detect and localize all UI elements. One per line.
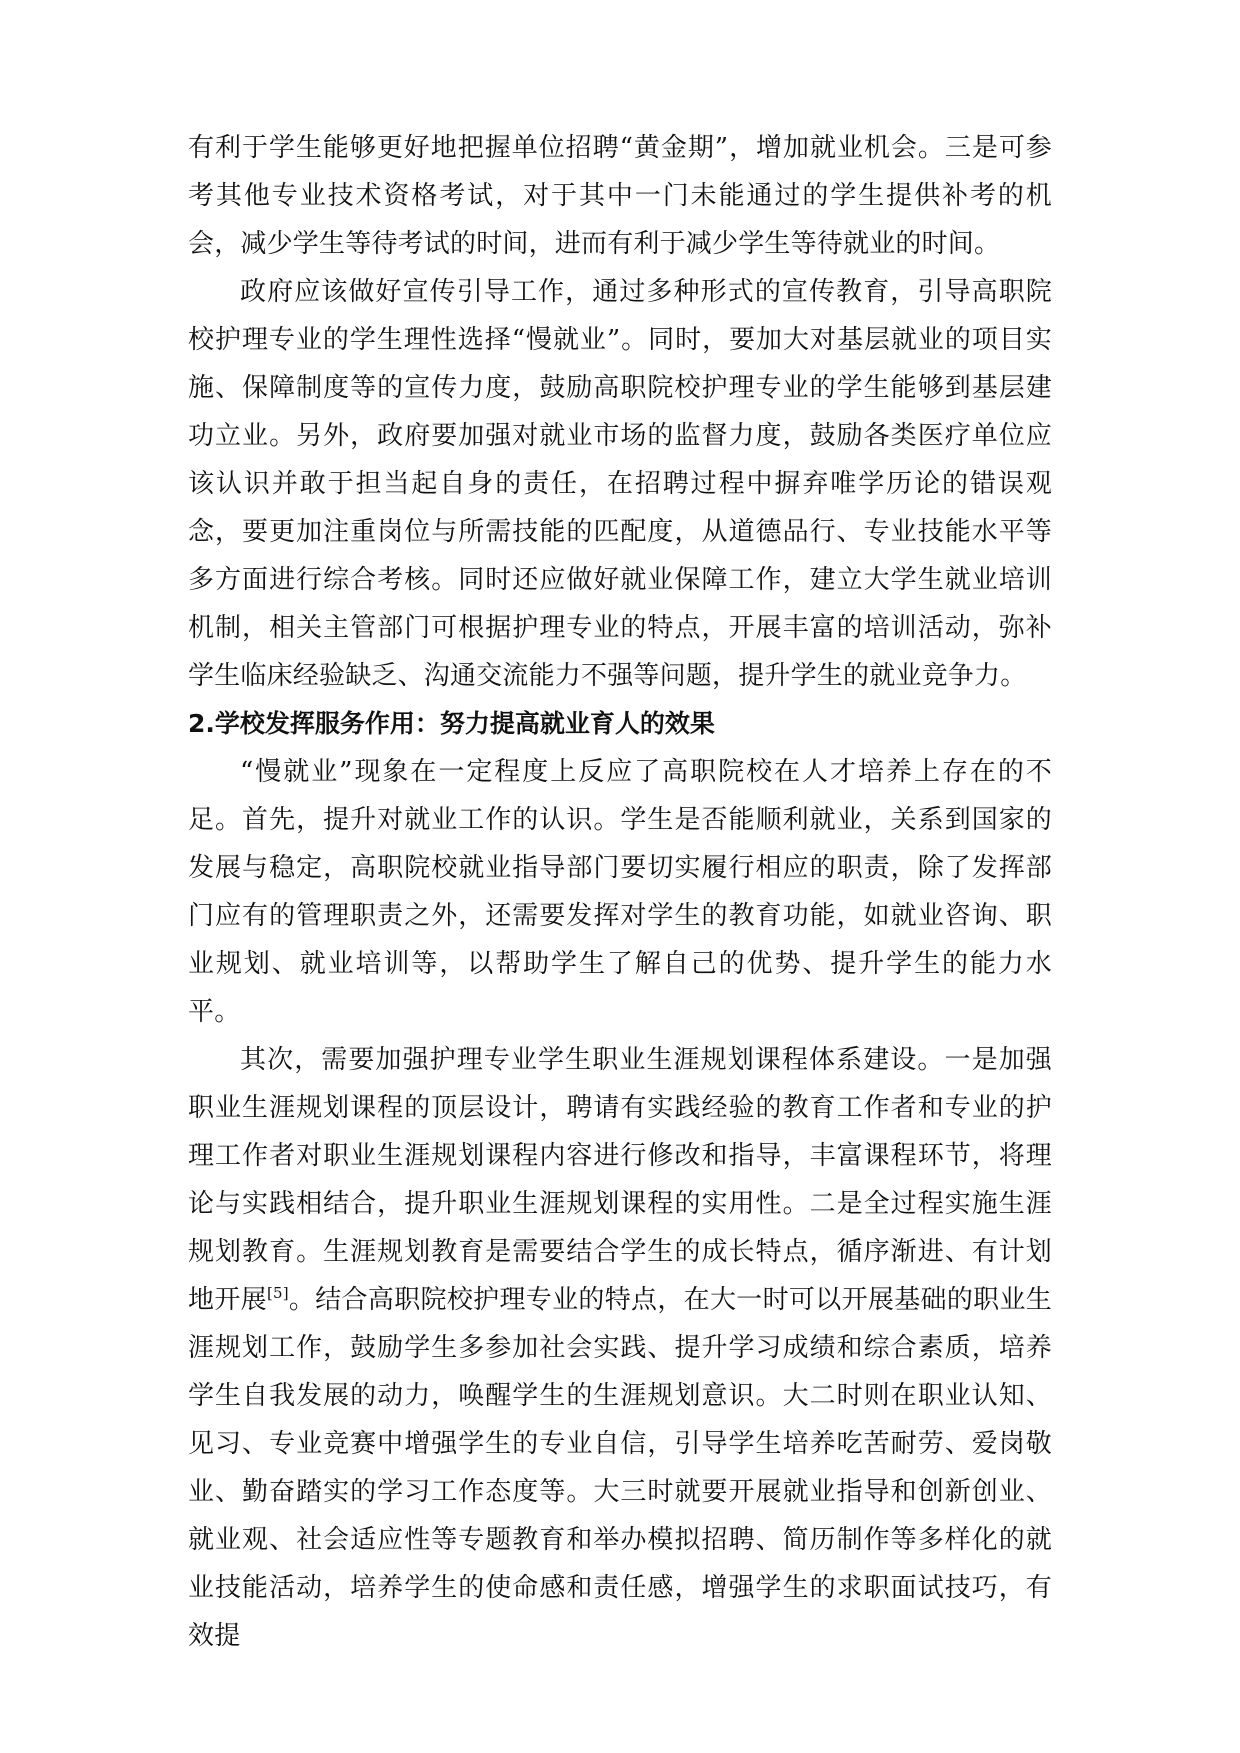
paragraph: “慢就业”现象在一定程度上反应了高职院校在人才培养上存在的不足。首先，提升对就业工作的认识。学生是否能顺利就业，关系到国家的发展与稳定，高职院校就业指导部门要切实履行相应的职责，除了发挥部门应有的管理职责之外，还需要发挥对学生的教育功能，如就业咨询、职业规划、就业培训等，以帮助学生了解自己的优势、提升学生的能力水平。 — [188, 757, 1052, 1027]
paragraph — [188, 1036, 1052, 1660]
paragraph-text: 。结合高职院校护理专业的特点，在大一时可以开展基础的职业生涯规划工作，鼓励学生多参加社会实践、提升学习成绩和综合素质，培养学生自我发展的动力，唤醒学生的生涯规划意识。大二时则在职业认知、见习、专业竞赛中增强学生的专业自信，引导学生培养吃苦耐劳、爱岗敬业、勤奋踏实的学习工作态度等。大三时就要开展就业指导和创新创业、就业观、社会适应性等专题教育和举办模拟招聘、简历制作等多样化的就业技能活动，培养学生的使命感和责任感，增强学生的求职面试技巧，有效提 — [188, 1285, 1052, 1651]
paragraph: 政府应该做好宣传引导工作，通过多种形式的宣传教育，引导高职院校护理专业的学生理性选择“慢就业”。同时，要加大对基层就业的项目实施、保障制度等的宣传力度，鼓励高职院校护理专业的学生能够到基层建功立业。另外，政府要加强对就业市场的监督力度，鼓励各类医疗单位应该认识并敢于担当起自身的责任，在招聘过程中摒弃唯学历论的错误观念，要更加注重岗位与所需技能的匹配度，从道德品行、专业技能水平等多方面进行综合考核。同时还应做好就业保障工作，建立大学生就业培训机制，相关主管部门可根据护理专业的特点，开展丰富的培训活动，弥补学生临床经验缺乏、沟通交流能力不强等问题，提升学生的就业竞争力。 — [188, 277, 1052, 691]
document-page — [188, 124, 1052, 1660]
paragraph: 有利于学生能够更好地把握单位招聘“黄金期”，增加就业机会。三是可参考其他专业技术资格考试，对于其中一门未能通过的学生提供补考的机会，减少学生等待考试的时间，进而有利于减少学生等待就业的时间。 — [188, 133, 1052, 259]
paragraph-text: 其次，需要加强护理专业学生职业生涯规划课程体系建设。一是加强职业生涯规划课程的顶层设计，聘请有实践经验的教育工作者和专业的护理工作者对职业生涯规划课程内容进行修改和指导，丰富课程环节，将理论与实践相结合，提升职业生涯规划课程的实用性。二是全过程实施生涯规划教育。生涯规划教育是需要结合学生的成长特点，循序渐进、有计划地开展 — [188, 1045, 1052, 1315]
citation-reference: [5] — [266, 1284, 289, 1302]
section-heading: 2.学校发挥服务作用：努力提高就业育人的效果 — [188, 709, 715, 738]
